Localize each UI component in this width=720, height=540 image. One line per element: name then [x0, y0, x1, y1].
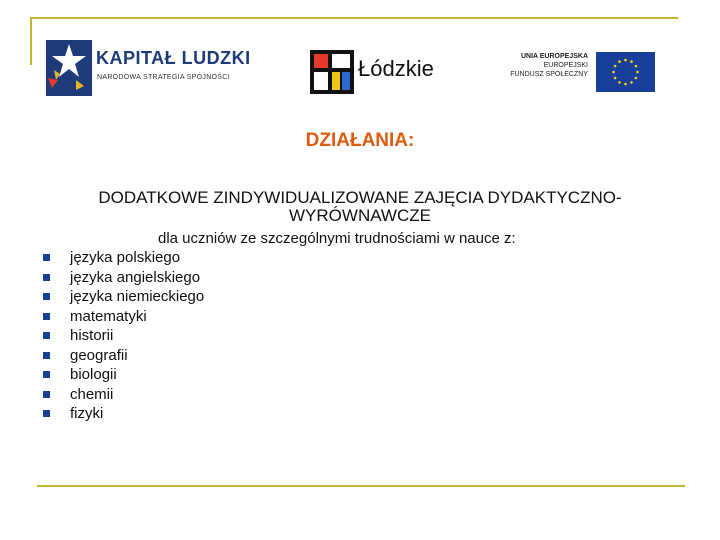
list-item: historii	[43, 326, 204, 346]
bullet-icon	[43, 410, 50, 417]
list-item: języka niemieckiego	[43, 287, 204, 307]
slide-subtitle-line-1: DODATKOWE ZINDYWIDUALIZOWANE ZAJĘCIA DYDAKTYCZNO-	[98, 188, 622, 207]
list-item: matematyki	[43, 307, 204, 327]
list-item: chemii	[43, 385, 204, 405]
list-item: języka angielskiego	[43, 268, 204, 288]
bullet-icon	[43, 293, 50, 300]
lodzkie-name: Łódzkie	[358, 56, 434, 81]
eu-line-1: UNIA EUROPEJSKA	[520, 53, 588, 60]
slide-subtitle	[0, 189, 720, 225]
list-item: języka polskiego	[43, 248, 204, 268]
bullet-icon	[43, 352, 50, 359]
bullet-icon	[43, 371, 50, 378]
bullet-icon	[43, 391, 50, 398]
subjects-list	[43, 248, 204, 424]
eu-line-3: FUNDUSZ SPOŁECZNY	[510, 71, 588, 78]
list-item: fizyki	[43, 404, 204, 424]
slide-subtitle-line-2: WYRÓWNAWCZE	[289, 206, 431, 225]
eu-flag-icon	[596, 52, 655, 92]
slide-frame-top	[30, 17, 678, 19]
bullet-icon	[43, 313, 50, 320]
bullet-icon	[43, 274, 50, 281]
eu-text	[506, 52, 588, 79]
slide-frame-left	[30, 17, 32, 65]
slide-title: DZIAŁANIA:	[305, 130, 415, 151]
lodzkie-logo-icon	[310, 50, 354, 94]
eu-line-2: EUROPEJSKI	[543, 62, 588, 69]
kapital-ludzki-logo-icon	[46, 40, 92, 96]
list-item: biologii	[43, 365, 204, 385]
list-item: geografii	[43, 346, 204, 366]
slide-frame-bottom	[37, 485, 685, 487]
bullet-icon	[43, 332, 50, 339]
slide-intro: dla uczniów ze szczególnymi trudnościami w nauce z:	[158, 230, 516, 247]
kapital-ludzki-subtitle: NARODOWA STRATEGIA SPÓJNOŚCI	[97, 74, 230, 81]
bullet-icon	[43, 254, 50, 261]
logo-banner	[40, 34, 670, 104]
kapital-ludzki-title: KAPITAŁ LUDZKI	[96, 48, 251, 68]
